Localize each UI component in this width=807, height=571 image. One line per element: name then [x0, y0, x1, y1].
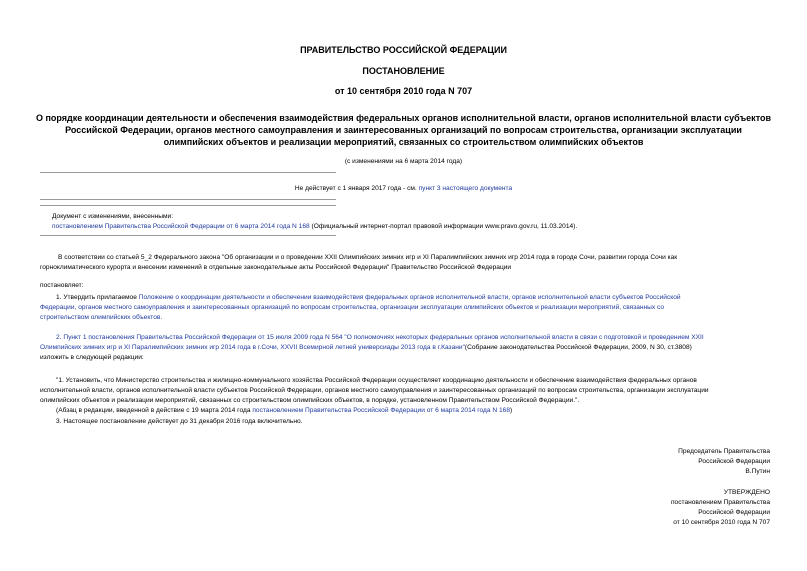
amendments-note: (с изменениями на 6 марта 2014 года) [344, 158, 463, 165]
document-date-number: от 10 сентября 2010 года N 707 [334, 86, 473, 96]
edit-note-text: (Абзац в редакции, введенной в действие с 19 марта 2014 года [56, 407, 253, 414]
decree-564-link-line-2[interactable]: Олимпийских зимних игр и XI Паралимпийских зимних игр 2014 года в г.Сочи, XXVII Всемирной летней универсиады 2013 года в г.Казани" [40, 344, 465, 351]
status-link[interactable]: пункт 3 настоящего документа [418, 185, 513, 192]
government-heading: ПРАВИТЕЛЬСТВО РОССИЙСКОЙ ФЕДЕРАЦИИ [300, 45, 507, 55]
approved-heading: УТВЕРЖДЕНО [723, 489, 770, 496]
regulation-link[interactable]: Положение о координации деятельности и обеспечении взаимодействия федеральных органов исполнительной власти, органов исполнительной власти субъектов Российской [138, 294, 681, 301]
divider [40, 172, 336, 173]
changes-source: (Официальный интернет-портал правовой информации www.pravo.gov.ru, 11.03.2014). [309, 223, 578, 230]
edit-note-link[interactable]: постановлением Правительства Российской Федерации от 6 марта 2014 года N 168 [252, 407, 510, 414]
paragraph-2-line-2 [40, 343, 770, 352]
paragraph-1-start: 1. Утвердить прилагаемое [56, 294, 139, 301]
decree-564-link-line-1[interactable]: 2. Пункт 1 постановления Правительства Российской Федерации от 15 июля 2009 года N 564 "О полномочиях некоторых федеральных органов исполнительной власти в связи с подготовкой и проведением XXII [56, 334, 704, 341]
approved-line-4: от 10 сентября 2010 года N 707 [673, 519, 770, 526]
divider [40, 199, 336, 200]
regulation-link-line-3[interactable]: строительством олимпийских объектов. [40, 314, 163, 321]
signature-name: В.Путин [745, 468, 770, 475]
document-type: ПОСТАНОВЛЕНИЕ [362, 66, 445, 76]
paragraph-edit-note [56, 406, 512, 415]
divider [40, 235, 336, 236]
preamble-line-2: горноклиматического курорта и внесении изменений в отдельные законодательные акты Российской Федерации" Правительство Российской Федерации [40, 264, 512, 271]
changes-label: Документ с изменениями, внесенными: [52, 213, 174, 220]
signature-title: Председатель Правительства [678, 448, 770, 455]
title-line-3: олимпийских объектов и реализации мероприятий, связанных со строительством олимпийских объектов [163, 137, 644, 147]
approved-line-2: постановлением Правительства [670, 499, 770, 506]
paragraph-3: 3. Настоящее постановление действует до 31 декабря 2016 года включительно. [56, 418, 303, 425]
preamble-line-1: В соответствии со статьей 5_2 Федерального закона "Об организации и о проведении XXII Олимпийских зимних игр и XI Паралимпийских зимних игр 2014 года в городе Сочи, развитии города Сочи как [58, 254, 678, 261]
quote-line-2: исполнительной власти, органов исполнительной власти субъектов Российской Федерации, органов местного самоуправления и заинтересованных организаций по вопросам строительства, организации эксплуатации [40, 387, 709, 394]
approved-line-3: Российской Федерации [698, 509, 770, 516]
title-line-1: О порядке координации деятельности и обеспечения взаимодействия федеральных органов исполнительной власти, органов исполнительной власти субъектов [35, 113, 772, 123]
edit-note-end: ) [510, 407, 513, 414]
quote-line-1: "1. Установить, что Министерство строительства и жилищно-коммунального хозяйства Российской Федерации осуществляет координацию деятельности и обеспечение взаимодействия федеральных органов [56, 377, 697, 384]
status-line [0, 184, 807, 193]
divider [40, 205, 336, 206]
changes-link[interactable]: постановлением Правительства Российской Федерации от 6 марта 2014 года N 168 [52, 223, 310, 230]
status-text: Не действует с 1 января 2017 года - см. [294, 185, 419, 192]
quote-line-3: олимпийских объектов и реализации мероприятий, связанных со строительством олимпийских объектов, в порядке, установленном Правительством Российской Федерации.". [40, 397, 580, 404]
paragraph-2-source: (Собрание законодательства Российской Федерации, 2009, N 30, ст.3808) [464, 344, 692, 351]
changes-line [52, 222, 577, 231]
paragraph-1-line-1 [56, 293, 770, 302]
title-line-2: Российской Федерации, органов местного самоуправления и заинтересованных организаций по вопросам строительства, организации эксплуатации [65, 125, 742, 135]
paragraph-2-line-3: изложить в следующей редакции: [40, 354, 144, 361]
decrees-word: постановляет: [40, 282, 84, 289]
signature-org: Российской Федерации [698, 458, 770, 465]
regulation-link-line-2[interactable]: Федерации, органов местного самоуправления и заинтересованных организаций по вопросам строительства, организации эксплуатации олимпийских объектов и реализации мероприятий, связанных со [40, 304, 665, 311]
